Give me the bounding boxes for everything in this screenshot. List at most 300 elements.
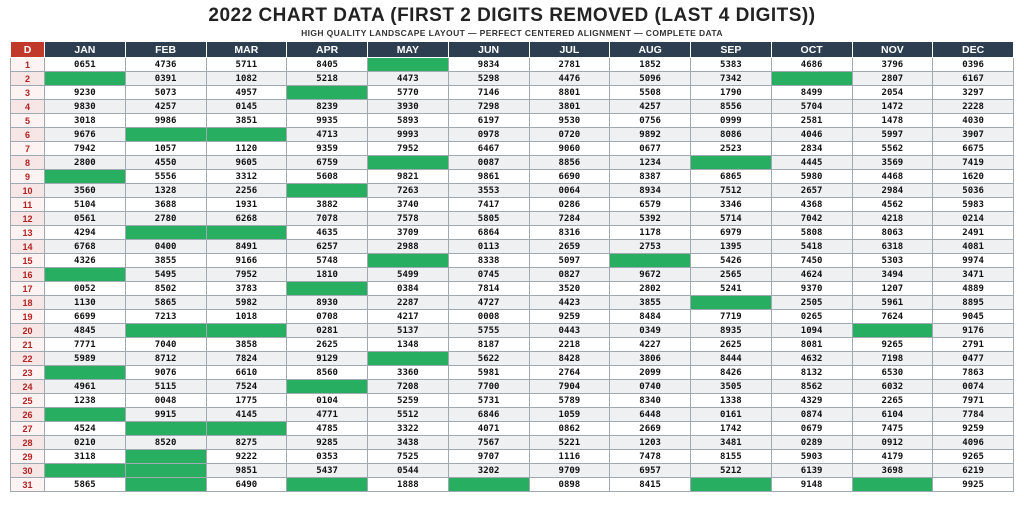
table-row	[11, 72, 1014, 86]
value-cell: 3783	[206, 282, 287, 296]
value-cell: 2625	[691, 338, 772, 352]
value-cell: 1478	[852, 114, 933, 128]
value-cell: 4294	[45, 226, 126, 240]
value-cell: 3858	[206, 338, 287, 352]
value-cell: 5495	[125, 268, 206, 282]
value-cell: 4957	[206, 86, 287, 100]
empty-highlight-cell	[125, 324, 206, 338]
table-row	[11, 184, 1014, 198]
empty-highlight-cell	[45, 72, 126, 86]
value-cell: 4423	[529, 296, 610, 310]
value-cell: 2984	[852, 184, 933, 198]
empty-highlight-cell	[45, 366, 126, 380]
table-row	[11, 436, 1014, 450]
value-cell: 9148	[771, 478, 852, 492]
day-number-cell: 2	[11, 72, 45, 86]
value-cell: 4445	[771, 156, 852, 170]
value-cell: 3698	[852, 464, 933, 478]
empty-highlight-cell	[45, 268, 126, 282]
value-cell: 7263	[368, 184, 449, 198]
table-row	[11, 464, 1014, 478]
value-cell: 2625	[287, 338, 368, 352]
value-cell: 5789	[529, 394, 610, 408]
day-number-cell: 8	[11, 156, 45, 170]
value-cell: 0349	[610, 324, 691, 338]
empty-highlight-cell	[368, 352, 449, 366]
value-cell: 7719	[691, 310, 772, 324]
value-cell: 9821	[368, 170, 449, 184]
value-cell: 8935	[691, 324, 772, 338]
day-number-cell: 1	[11, 58, 45, 72]
value-cell: 9707	[448, 450, 529, 464]
value-cell: 9230	[45, 86, 126, 100]
value-cell: 5608	[287, 170, 368, 184]
column-header-jul: JUL	[529, 42, 610, 58]
value-cell: 9265	[933, 450, 1014, 464]
value-cell: 4624	[771, 268, 852, 282]
table-row	[11, 58, 1014, 72]
table-row	[11, 240, 1014, 254]
value-cell: 9830	[45, 100, 126, 114]
value-cell: 2781	[529, 58, 610, 72]
value-cell: 1018	[206, 310, 287, 324]
value-cell: 9676	[45, 128, 126, 142]
value-cell: 5865	[45, 478, 126, 492]
value-cell: 5961	[852, 296, 933, 310]
value-cell: 7208	[368, 380, 449, 394]
value-cell: 9530	[529, 114, 610, 128]
value-cell: 5512	[368, 408, 449, 422]
day-number-cell: 14	[11, 240, 45, 254]
value-cell: 1852	[610, 58, 691, 72]
value-cell: 4476	[529, 72, 610, 86]
value-cell: 3481	[691, 436, 772, 450]
value-cell: 6530	[852, 366, 933, 380]
empty-highlight-cell	[45, 170, 126, 184]
value-cell: 3796	[852, 58, 933, 72]
day-number-cell: 22	[11, 352, 45, 366]
table-row	[11, 254, 1014, 268]
value-cell: 5808	[771, 226, 852, 240]
value-cell: 5622	[448, 352, 529, 366]
value-cell: 0210	[45, 436, 126, 450]
value-cell: 1742	[691, 422, 772, 436]
empty-highlight-cell	[125, 128, 206, 142]
value-cell: 5437	[287, 464, 368, 478]
table-row	[11, 268, 1014, 282]
value-cell: 3553	[448, 184, 529, 198]
value-cell: 4218	[852, 212, 933, 226]
column-header-dec: DEC	[933, 42, 1014, 58]
value-cell: 0443	[529, 324, 610, 338]
table-row	[11, 338, 1014, 352]
table-row	[11, 86, 1014, 100]
value-cell: 5704	[771, 100, 852, 114]
day-number-cell: 27	[11, 422, 45, 436]
value-cell: 1238	[45, 394, 126, 408]
value-cell: 9851	[206, 464, 287, 478]
value-cell: 0561	[45, 212, 126, 226]
value-cell: 7814	[448, 282, 529, 296]
value-cell: 1094	[771, 324, 852, 338]
value-cell: 0289	[771, 436, 852, 450]
empty-highlight-cell	[206, 324, 287, 338]
value-cell: 7952	[368, 142, 449, 156]
value-cell: 9993	[368, 128, 449, 142]
empty-highlight-cell	[287, 184, 368, 198]
value-cell: 4562	[852, 198, 933, 212]
value-cell: 7450	[771, 254, 852, 268]
value-cell: 7478	[610, 450, 691, 464]
value-cell: 8499	[771, 86, 852, 100]
value-cell: 6318	[852, 240, 933, 254]
value-cell: 2491	[933, 226, 1014, 240]
value-cell: 5989	[45, 352, 126, 366]
value-cell: 7213	[125, 310, 206, 324]
value-cell: 3471	[933, 268, 1014, 282]
value-cell: 5073	[125, 86, 206, 100]
value-cell: 1775	[206, 394, 287, 408]
value-cell: 4081	[933, 240, 1014, 254]
value-cell: 5562	[852, 142, 933, 156]
value-cell: 4257	[125, 100, 206, 114]
value-cell: 8934	[610, 184, 691, 198]
value-cell: 1120	[206, 142, 287, 156]
value-cell: 8405	[287, 58, 368, 72]
empty-highlight-cell	[691, 478, 772, 492]
value-cell: 2800	[45, 156, 126, 170]
value-cell: 6865	[691, 170, 772, 184]
value-cell: 8801	[529, 86, 610, 100]
value-cell: 0113	[448, 240, 529, 254]
value-cell: 8338	[448, 254, 529, 268]
value-cell: 5711	[206, 58, 287, 72]
value-cell: 0087	[448, 156, 529, 170]
value-cell: 8520	[125, 436, 206, 450]
value-cell: 5259	[368, 394, 449, 408]
value-cell: 6957	[610, 464, 691, 478]
empty-highlight-cell	[287, 380, 368, 394]
value-cell: 0756	[610, 114, 691, 128]
value-cell: 4686	[771, 58, 852, 72]
column-header-day: D	[11, 42, 45, 58]
empty-highlight-cell	[287, 478, 368, 492]
data-table	[10, 41, 1014, 492]
day-number-cell: 25	[11, 394, 45, 408]
value-cell: 4329	[771, 394, 852, 408]
value-cell: 5980	[771, 170, 852, 184]
value-cell: 5097	[529, 254, 610, 268]
value-cell: 1207	[852, 282, 933, 296]
value-cell: 0862	[529, 422, 610, 436]
value-cell: 5903	[771, 450, 852, 464]
value-cell: 8086	[691, 128, 772, 142]
value-cell: 1888	[368, 478, 449, 492]
column-header-jan: JAN	[45, 42, 126, 58]
value-cell: 4179	[852, 450, 933, 464]
value-cell: 6467	[448, 142, 529, 156]
column-header-nov: NOV	[852, 42, 933, 58]
value-cell: 6197	[448, 114, 529, 128]
value-cell: 1472	[852, 100, 933, 114]
value-cell: 0677	[610, 142, 691, 156]
value-cell: 3907	[933, 128, 1014, 142]
value-cell: 3930	[368, 100, 449, 114]
value-cell: 0064	[529, 184, 610, 198]
table-row	[11, 352, 1014, 366]
value-cell: 6675	[933, 142, 1014, 156]
value-cell: 1116	[529, 450, 610, 464]
value-cell: 2834	[771, 142, 852, 156]
value-cell: 2802	[610, 282, 691, 296]
day-number-cell: 9	[11, 170, 45, 184]
value-cell: 7042	[771, 212, 852, 226]
empty-highlight-cell	[206, 128, 287, 142]
value-cell: 6864	[448, 226, 529, 240]
value-cell: 3688	[125, 198, 206, 212]
value-cell: 1059	[529, 408, 610, 422]
empty-highlight-cell	[691, 156, 772, 170]
value-cell: 4326	[45, 254, 126, 268]
value-cell: 7952	[206, 268, 287, 282]
value-cell: 9166	[206, 254, 287, 268]
value-cell: 3018	[45, 114, 126, 128]
day-number-cell: 30	[11, 464, 45, 478]
value-cell: 3505	[691, 380, 772, 394]
value-cell: 0400	[125, 240, 206, 254]
value-cell: 6139	[771, 464, 852, 478]
value-cell: 0999	[691, 114, 772, 128]
day-number-cell: 23	[11, 366, 45, 380]
value-cell: 8275	[206, 436, 287, 450]
value-cell: 2265	[852, 394, 933, 408]
value-cell: 3882	[287, 198, 368, 212]
value-cell: 0544	[368, 464, 449, 478]
value-cell: 9892	[610, 128, 691, 142]
value-cell: 0214	[933, 212, 1014, 226]
value-cell: 2753	[610, 240, 691, 254]
empty-highlight-cell	[368, 58, 449, 72]
value-cell: 8895	[933, 296, 1014, 310]
value-cell: 7284	[529, 212, 610, 226]
table-row	[11, 380, 1014, 394]
table-row	[11, 478, 1014, 492]
value-cell: 4096	[933, 436, 1014, 450]
value-cell: 8930	[287, 296, 368, 310]
value-cell: 5982	[206, 296, 287, 310]
day-number-cell: 24	[11, 380, 45, 394]
value-cell: 8856	[529, 156, 610, 170]
value-cell: 0740	[610, 380, 691, 394]
value-cell: 5303	[852, 254, 933, 268]
table-row	[11, 226, 1014, 240]
value-cell: 4473	[368, 72, 449, 86]
value-cell: 0720	[529, 128, 610, 142]
value-cell: 9861	[448, 170, 529, 184]
value-cell: 1620	[933, 170, 1014, 184]
value-cell: 0161	[691, 408, 772, 422]
value-cell: 0827	[529, 268, 610, 282]
value-cell: 4785	[287, 422, 368, 436]
value-cell: 2523	[691, 142, 772, 156]
value-cell: 4845	[45, 324, 126, 338]
day-number-cell: 3	[11, 86, 45, 100]
value-cell: 0048	[125, 394, 206, 408]
value-cell: 8316	[529, 226, 610, 240]
value-cell: 4961	[45, 380, 126, 394]
value-cell: 0104	[287, 394, 368, 408]
value-cell: 0651	[45, 58, 126, 72]
column-header-sep: SEP	[691, 42, 772, 58]
value-cell: 8562	[771, 380, 852, 394]
value-cell: 2218	[529, 338, 610, 352]
value-cell: 8063	[852, 226, 933, 240]
value-cell: 3855	[610, 296, 691, 310]
value-cell: 6032	[852, 380, 933, 394]
value-cell: 5426	[691, 254, 772, 268]
empty-highlight-cell	[45, 464, 126, 478]
day-number-cell: 12	[11, 212, 45, 226]
value-cell: 6690	[529, 170, 610, 184]
value-cell: 6490	[206, 478, 287, 492]
value-cell: 8556	[691, 100, 772, 114]
value-cell: 2764	[529, 366, 610, 380]
value-cell: 1178	[610, 226, 691, 240]
day-number-cell: 19	[11, 310, 45, 324]
value-cell: 5392	[610, 212, 691, 226]
value-cell: 8712	[125, 352, 206, 366]
value-cell: 7578	[368, 212, 449, 226]
value-cell: 4217	[368, 310, 449, 324]
value-cell: 5770	[368, 86, 449, 100]
value-cell: 7700	[448, 380, 529, 394]
value-cell: 4071	[448, 422, 529, 436]
value-cell: 7771	[45, 338, 126, 352]
value-cell: 6579	[610, 198, 691, 212]
value-cell: 5241	[691, 282, 772, 296]
value-cell: 5748	[287, 254, 368, 268]
value-cell: 4736	[125, 58, 206, 72]
value-cell: 3494	[852, 268, 933, 282]
value-cell: 1790	[691, 86, 772, 100]
value-cell: 4632	[771, 352, 852, 366]
empty-highlight-cell	[125, 478, 206, 492]
value-cell: 5983	[933, 198, 1014, 212]
value-cell: 3569	[852, 156, 933, 170]
value-cell: 0286	[529, 198, 610, 212]
value-cell: 5981	[448, 366, 529, 380]
table-row	[11, 450, 1014, 464]
value-cell: 0745	[448, 268, 529, 282]
empty-highlight-cell	[691, 296, 772, 310]
empty-highlight-cell	[125, 464, 206, 478]
table-row	[11, 310, 1014, 324]
value-cell: 2669	[610, 422, 691, 436]
day-number-cell: 4	[11, 100, 45, 114]
value-cell: 5036	[933, 184, 1014, 198]
value-cell: 0874	[771, 408, 852, 422]
value-cell: 0978	[448, 128, 529, 142]
empty-highlight-cell	[852, 324, 933, 338]
value-cell: 5508	[610, 86, 691, 100]
value-cell: 6448	[610, 408, 691, 422]
value-cell: 8444	[691, 352, 772, 366]
value-cell: 2565	[691, 268, 772, 282]
value-cell: 0052	[45, 282, 126, 296]
value-cell: 7525	[368, 450, 449, 464]
day-number-cell: 26	[11, 408, 45, 422]
day-number-cell: 28	[11, 436, 45, 450]
value-cell: 0384	[368, 282, 449, 296]
value-cell: 0353	[287, 450, 368, 464]
empty-highlight-cell	[448, 478, 529, 492]
value-cell: 2505	[771, 296, 852, 310]
value-cell: 8340	[610, 394, 691, 408]
value-cell: 3855	[125, 254, 206, 268]
empty-highlight-cell	[125, 226, 206, 240]
value-cell: 8387	[610, 170, 691, 184]
value-cell: 6979	[691, 226, 772, 240]
value-cell: 2988	[368, 240, 449, 254]
table-row	[11, 408, 1014, 422]
value-cell: 1203	[610, 436, 691, 450]
header-row	[11, 42, 1014, 58]
value-cell: 9915	[125, 408, 206, 422]
value-cell: 7419	[933, 156, 1014, 170]
empty-highlight-cell	[368, 254, 449, 268]
value-cell: 9359	[287, 142, 368, 156]
value-cell: 5115	[125, 380, 206, 394]
value-cell: 9370	[771, 282, 852, 296]
value-cell: 4713	[287, 128, 368, 142]
value-cell: 3202	[448, 464, 529, 478]
value-cell: 8502	[125, 282, 206, 296]
value-cell: 3740	[368, 198, 449, 212]
column-header-apr: APR	[287, 42, 368, 58]
table-body	[11, 58, 1014, 492]
value-cell: 9060	[529, 142, 610, 156]
empty-highlight-cell	[287, 86, 368, 100]
value-cell: 2657	[771, 184, 852, 198]
day-number-cell: 17	[11, 282, 45, 296]
value-cell: 8484	[610, 310, 691, 324]
value-cell: 9605	[206, 156, 287, 170]
value-cell: 5731	[448, 394, 529, 408]
value-cell: 0708	[287, 310, 368, 324]
value-cell: 6219	[933, 464, 1014, 478]
day-number-cell: 5	[11, 114, 45, 128]
value-cell: 2807	[852, 72, 933, 86]
value-cell: 2581	[771, 114, 852, 128]
value-cell: 7342	[691, 72, 772, 86]
value-cell: 0912	[852, 436, 933, 450]
value-cell: 5714	[691, 212, 772, 226]
value-cell: 6167	[933, 72, 1014, 86]
day-number-cell: 6	[11, 128, 45, 142]
value-cell: 7784	[933, 408, 1014, 422]
value-cell: 6268	[206, 212, 287, 226]
empty-highlight-cell	[206, 422, 287, 436]
table-row	[11, 170, 1014, 184]
value-cell: 3322	[368, 422, 449, 436]
value-cell: 8081	[771, 338, 852, 352]
column-header-mar: MAR	[206, 42, 287, 58]
value-cell: 9709	[529, 464, 610, 478]
value-cell: 4030	[933, 114, 1014, 128]
day-number-cell: 10	[11, 184, 45, 198]
value-cell: 5298	[448, 72, 529, 86]
value-cell: 9925	[933, 478, 1014, 492]
